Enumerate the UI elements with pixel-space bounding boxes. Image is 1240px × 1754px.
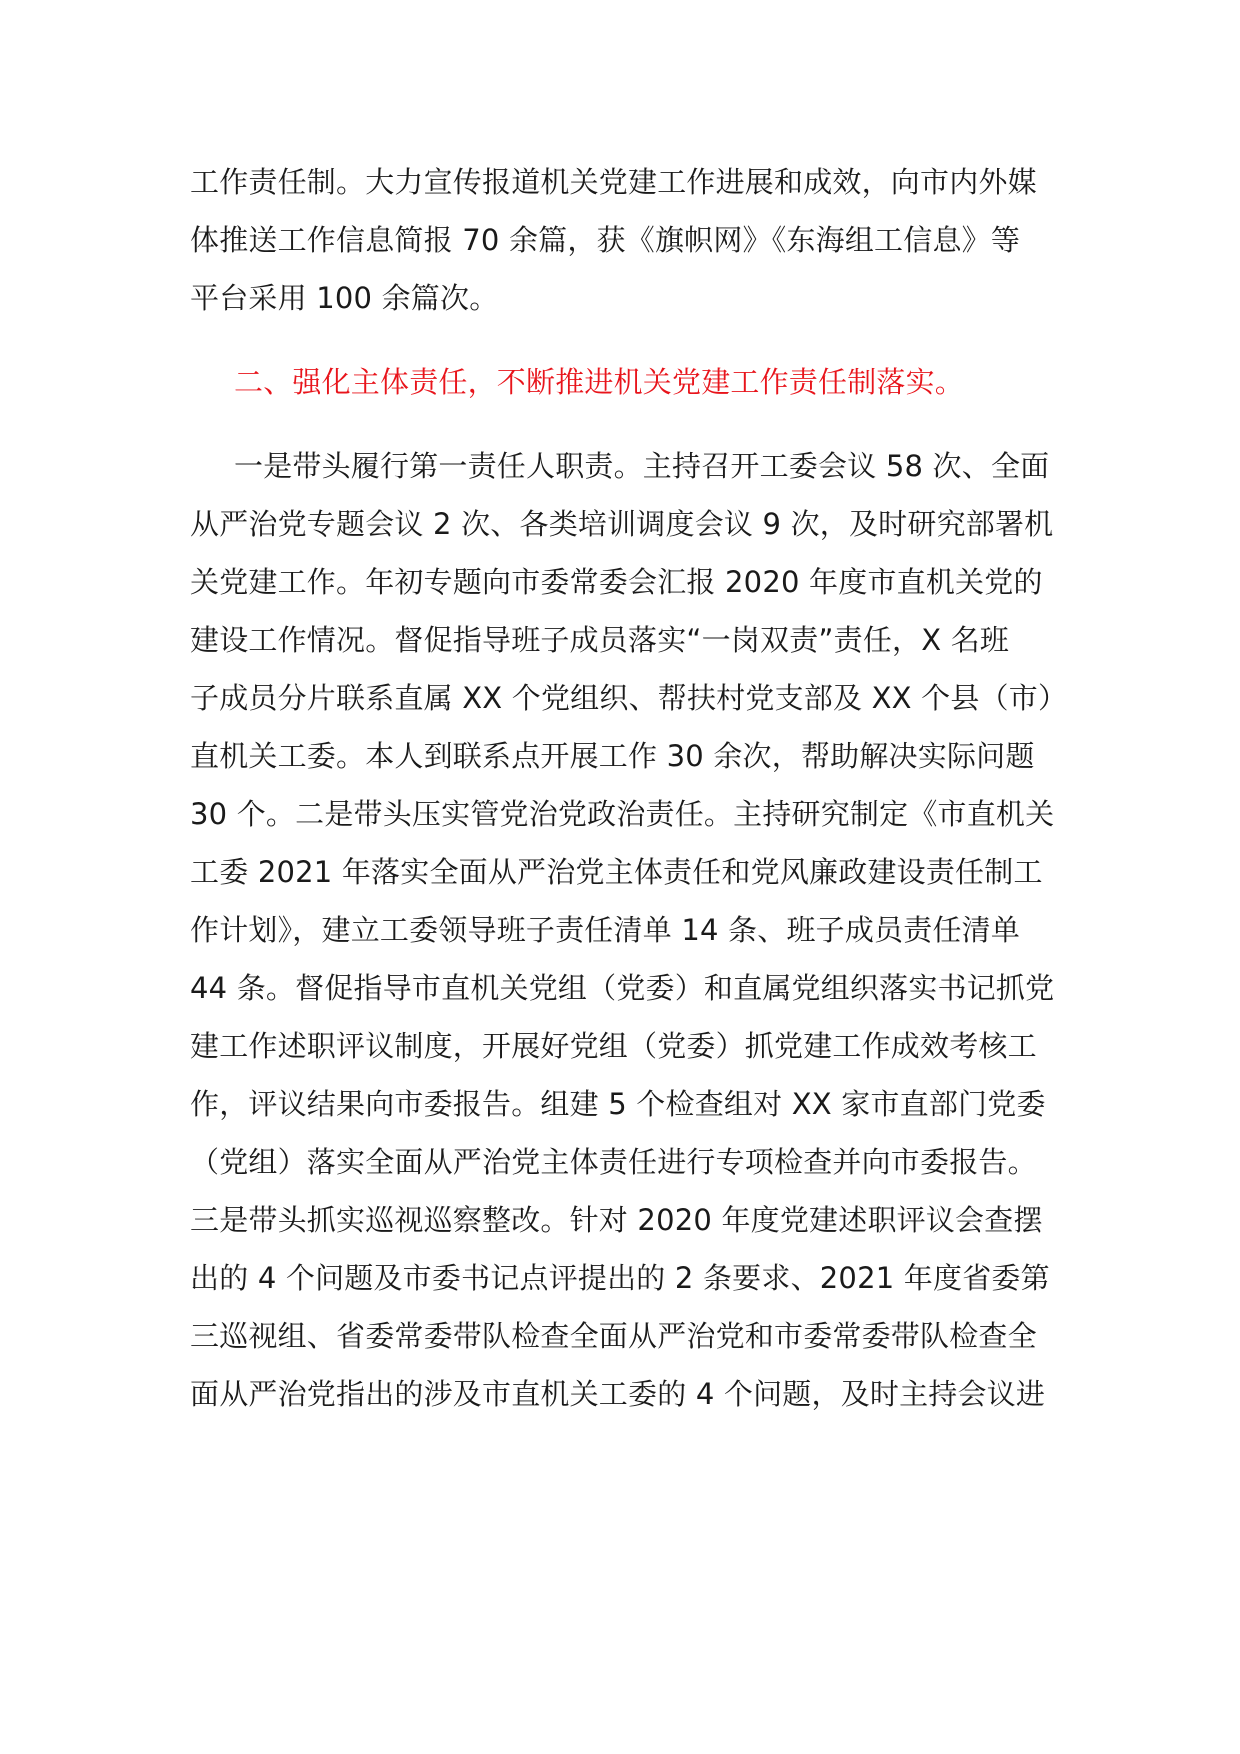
- paragraph-line: 直机关工委。本人到联系点开展工作 30 余次，帮助解决实际问题: [190, 739, 1035, 773]
- section-heading: 二、强化主体责任，不断推进机关党建工作责任制落实。: [234, 365, 965, 399]
- paragraph-line: 工作责任制。大力宣传报道机关党建工作进展和成效，向市内外媒: [190, 165, 1037, 199]
- paragraph-line: 44 条。督促指导市直机关党组（党委）和直属党组织落实书记抓党: [190, 971, 1055, 1005]
- paragraph-line: 作，评议结果向市委报告。组建 5 个检查组对 XX 家市直部门党委: [190, 1087, 1046, 1121]
- paragraph-line: 子成员分片联系直属 XX 个党组织、帮扶村党支部及 XX 个县（市）: [190, 681, 1068, 715]
- paragraph-line: 关党建工作。年初专题向市委常委会汇报 2020 年度市直机关党的: [190, 565, 1043, 599]
- paragraph-line: 从严治党专题会议 2 次、各类培训调度会议 9 次，及时研究部署机: [190, 507, 1054, 541]
- paragraph-line: 一是带头履行第一责任人职责。主持召开工委会议 58 次、全面: [234, 449, 1050, 483]
- paragraph-line: 工委 2021 年落实全面从严治党主体责任和党风廉政建设责任制工: [190, 855, 1043, 889]
- paragraph-line: （党组）落实全面从严治党主体责任进行专项检查并向市委报告。: [190, 1145, 1037, 1179]
- paragraph-line: 三是带头抓实巡视巡察整改。针对 2020 年度党建述职评议会查摆: [190, 1203, 1043, 1237]
- paragraph-line: 出的 4 个问题及市委书记点评提出的 2 条要求、2021 年度省委第: [190, 1261, 1050, 1295]
- paragraph-line: 作计划》，建立工委领导班子责任清单 14 条、班子成员责任清单: [190, 913, 1021, 947]
- paragraph-line: 建设工作情况。督促指导班子成员落实“一岗双责”责任，X 名班: [190, 623, 1010, 657]
- paragraph-line: 30 个。二是带头压实管党治党政治责任。主持研究制定《市直机关: [190, 797, 1055, 831]
- paragraph-line: 建工作述职评议制度，开展好党组（党委）抓党建工作成效考核工: [190, 1029, 1037, 1063]
- paragraph-line: 三巡视组、省委常委带队检查全面从严治党和市委常委带队检查全: [190, 1319, 1037, 1353]
- paragraph-line: 体推送工作信息简报 70 余篇，获《旗帜网》《东海组工信息》等: [190, 223, 1021, 257]
- paragraph-line: 平台采用 100 余篇次。: [190, 281, 499, 315]
- paragraph-line: 面从严治党指出的涉及市直机关工委的 4 个问题，及时主持会议进: [190, 1377, 1046, 1411]
